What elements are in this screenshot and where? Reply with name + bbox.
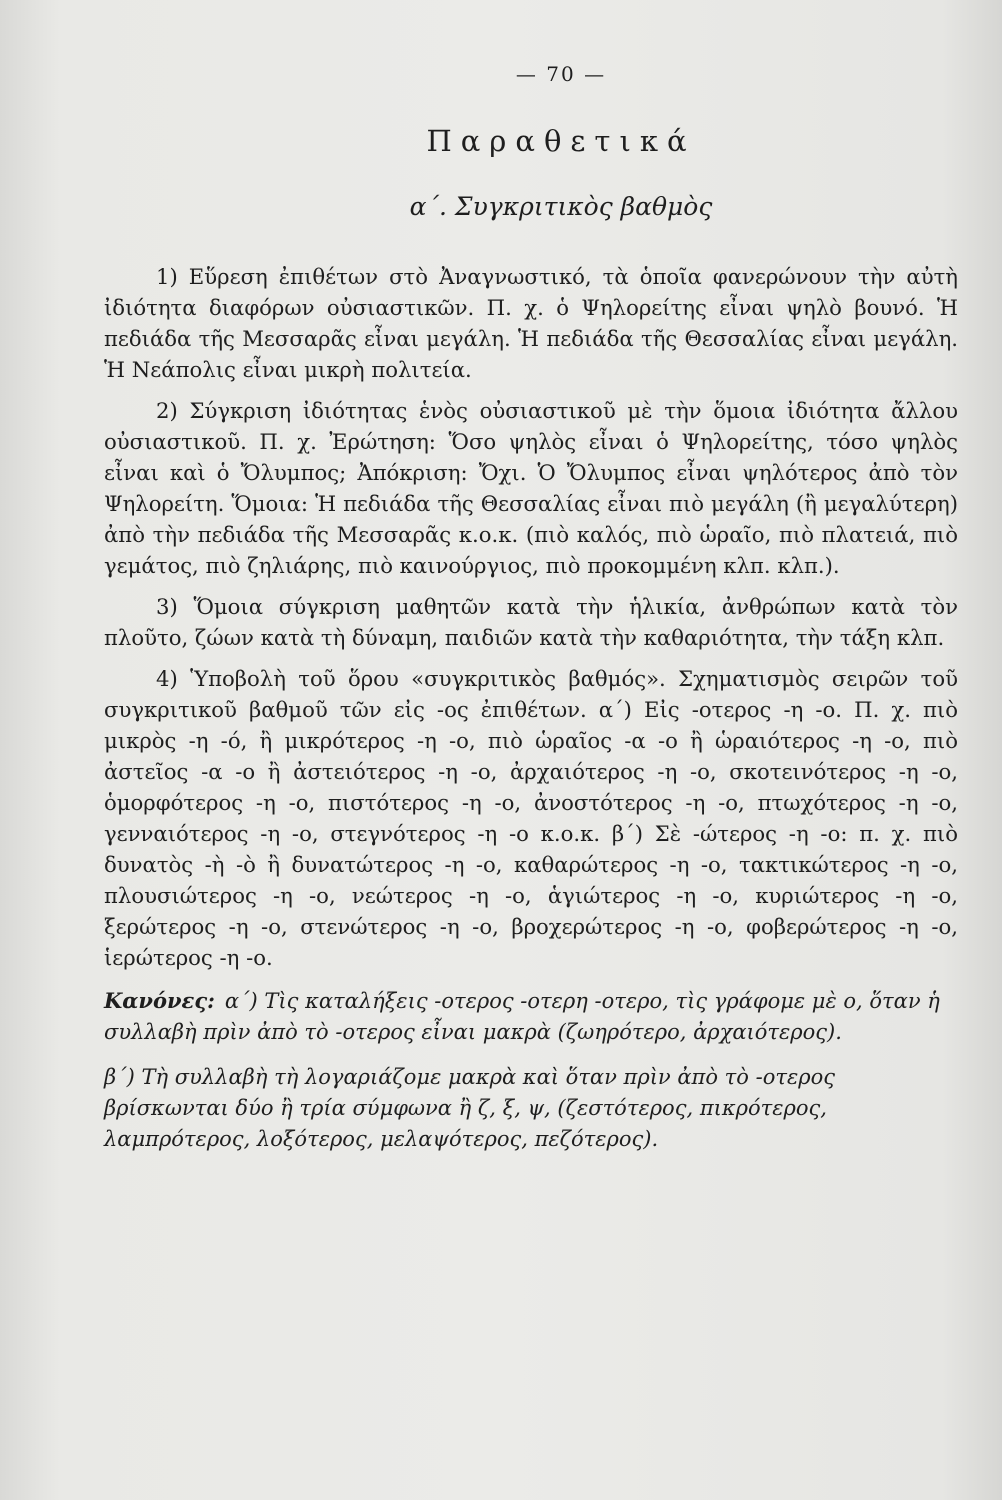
- rule-a-text: α΄) Τὶς καταλήξεις -οτερος -οτερη -οτερο, τὶς γράφομε μὲ ο, ὅταν ἡ συλλαβὴ πρὶν ἀπὸ τὸ -οτερος εἶναι μακρὰ (ζωηρότερο, ἀρχαιότερος).: [104, 989, 940, 1044]
- rule-a: [104, 985, 958, 1048]
- paragraph-2: 2) Σύγκριση ἰδιότητας ἑνὸς οὐσιαστικοῦ μὲ τὴν ὅμοια ἰδιότητα ἄλλου οὐσιαστικοῦ. Π. χ. Ἐρώτηση: Ὅσο ψηλὸς εἶναι ὁ Ψηλορείτης, τόσο ψηλὸς εἶναι καὶ ὁ Ὄλυμπος; Ἀπόκριση: Ὄχι. Ὁ Ὄλυμπος εἶναι ψηλότερος ἀπὸ τὸν Ψηλορείτη. Ὅμοια: Ἡ πεδιάδα τῆς Θεσσαλίας εἶναι πιὸ μεγάλη (ἢ μεγαλύτερη) ἀπὸ τὴν πεδιάδα τῆς Μεσσαρᾶς κ.ο.κ. (πιὸ καλός, πιὸ ὡραῖο, πιὸ πλατειά, πιὸ γεμάτος, πιὸ ζηλιάρης, πιὸ καινούργιος, πιὸ προκομμένη κλπ. κλπ.).: [104, 398, 958, 578]
- section-subtitle: α΄. Συγκριτικὸς βαθμὸς: [409, 192, 713, 221]
- rule-b: β΄) Τὴ συλλαβὴ τὴ λογαριάζομε μακρὰ καὶ ὅταν πρὶν ἀπὸ τὸ -οτερος βρίσκωνται δύο ἢ τρία σύμφωνα ἢ ζ, ξ, ψ, (ζεστότερος, πικρότερος, λαμπρότερος, λοξότερος, μελαψότερος, πεζότερος).: [104, 1065, 835, 1151]
- section-title: Παραθετικά: [426, 124, 696, 158]
- paragraph-4: 4) Ὑποβολὴ τοῦ ὅρου «συγκριτικὸς βαθμός». Σχηματισμὸς σειρῶν τοῦ συγκριτικοῦ βαθμοῦ τῶν εἰς -ος ἐπιθέτων. α΄) Εἰς -οτερος -η -ο. Π. χ. πιὸ μικρὸς -η -ό, ἢ μικρότερος -η -ο, πιὸ ὡραῖος -α -ο ἢ ὡραιότερος -η -ο, πιὸ ἀστεῖος -α -ο ἢ ἀστειότερος -η -ο, ἀρχαιότερος -η -ο, σκοτεινότερος -η -ο, ὁμορφότερος -η -ο, πιστότερος -η -ο, ἀνοστότερος -η -ο, πτωχότερος -η -ο, γενναιότερος -η -ο, στεγνότερος -η -ο κ.ο.κ. β΄) Σὲ -ώτερος -η -ο: π. χ. πιὸ δυνατὸς -ὴ -ὸ ἢ δυνατώτερος -η -ο, καθαρώτερος -η -ο, τακτικώτερος -η -ο, πλουσιώτερος -η -ο, νεώτερος -η -ο, ἁγιώτερος -η -ο, κυριώτερος -η -ο, ξερώτερος -η -ο, στενώτερος -η -ο, βροχερώτερος -η -ο, φοβερώτερος -η -ο, ἱερώτερος -η -ο.: [104, 666, 958, 970]
- rules-block: [104, 985, 958, 1155]
- paragraph-3: 3) Ὅμοια σύγκριση μαθητῶν κατὰ τὴν ἡλικία, ἀνθρώπων κατὰ τὸν πλοῦτο, ζώων κατὰ τὴ δύναμη, παιδιῶν κατὰ τὴν καθαριότητα, τὴν τάξη κλπ.: [104, 594, 958, 650]
- paragraph-1: 1) Εὕρεση ἐπιθέτων στὸ Ἀναγνωστικό, τὰ ὁποῖα φανερώνουν τὴν αὐτὴ ἰδιότητα διαφόρων οὐσιαστικῶν. Π. χ. ὁ Ψηλορείτης εἶναι ψηλὸ βουνό. Ἡ πεδιάδα τῆς Μεσσαρᾶς εἶναι μεγάλη. Ἡ πεδιάδα τῆς Θεσσαλίας εἶναι μεγάλη. Ἡ Νεάπολις εἶναι μικρὴ πολιτεία.: [104, 264, 958, 382]
- page-number: — 70 —: [515, 62, 607, 86]
- rules-label: Κανόνες:: [104, 988, 215, 1013]
